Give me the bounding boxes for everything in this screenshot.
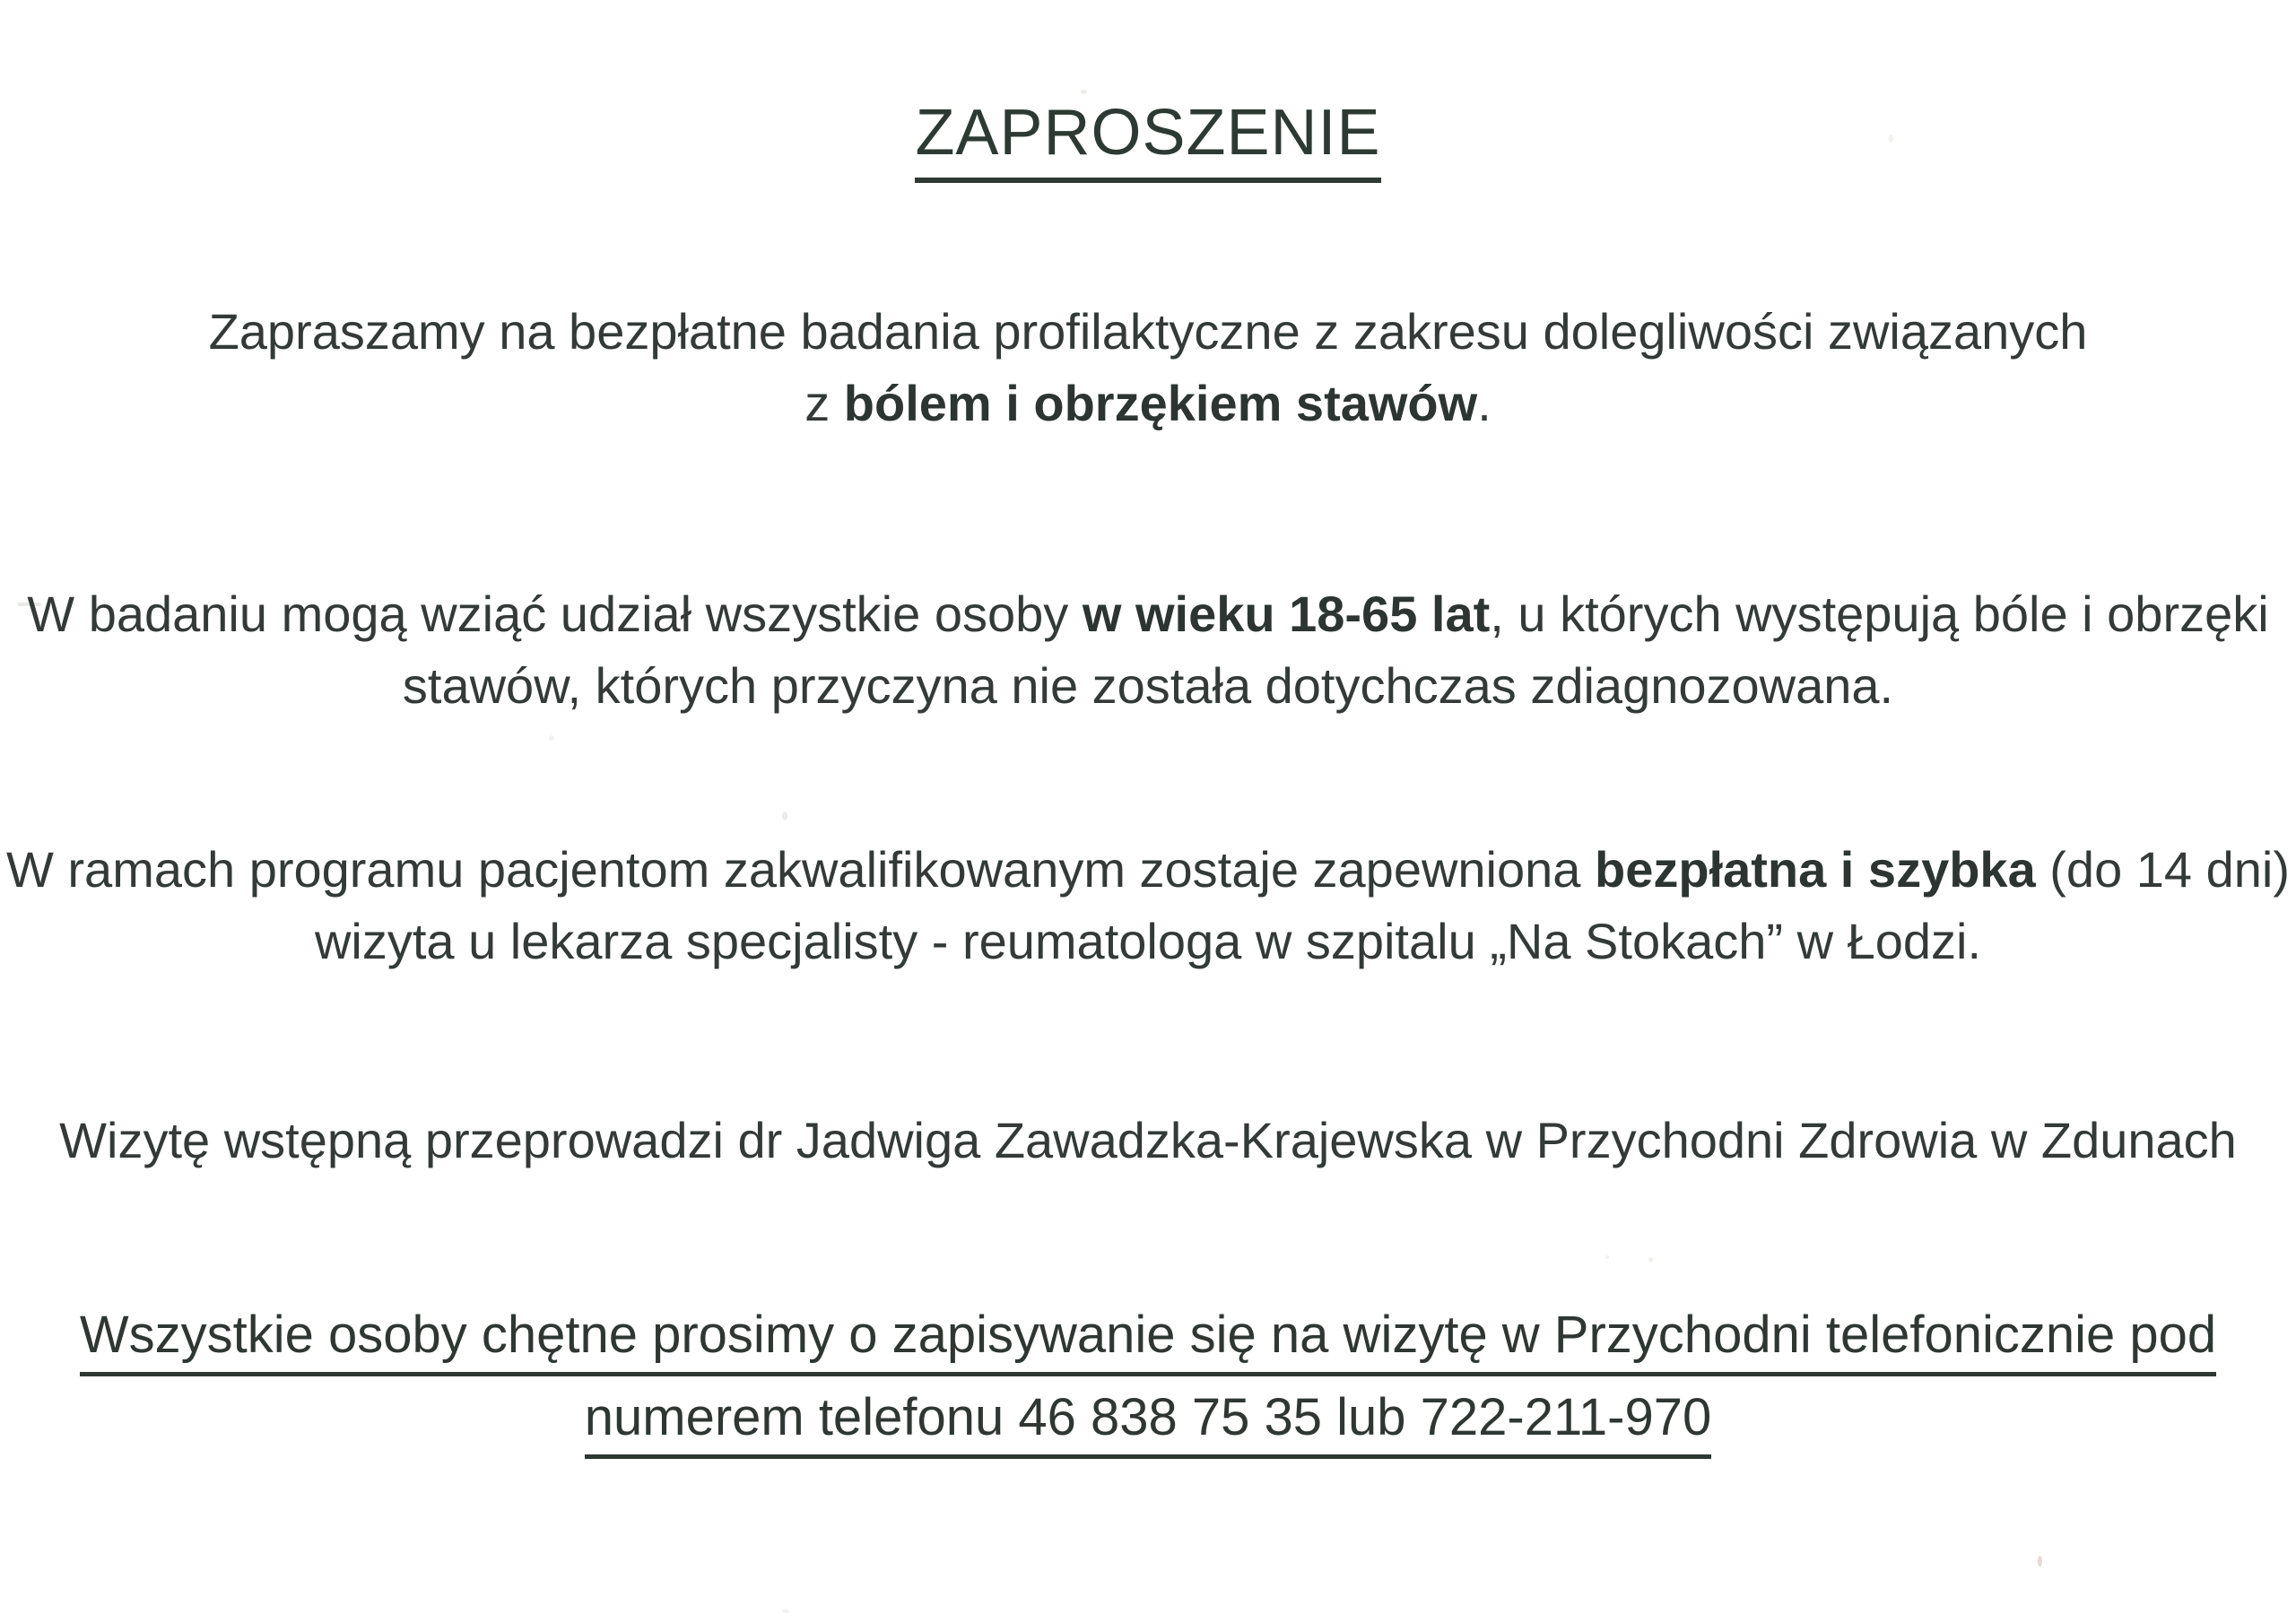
p1-line2-post: . xyxy=(1477,375,1492,431)
p5-line1: Wszystkie osoby chętne prosimy o zapisywanie się na wizytę w Przychodni telefonicznie pod xyxy=(80,1306,2216,1376)
paragraph-line xyxy=(0,906,2296,977)
p3-line1-pre: W ramach programu pacjentom zakwalifikowanym zostaje zapewniona xyxy=(5,841,1595,898)
page-title-text: ZAPROSZENIE xyxy=(915,97,1380,183)
p5-line2-phone-numbers: numerem telefonu 46 838 75 35 lub 722-211-970 xyxy=(585,1388,1712,1459)
p2-line1-pre: W badaniu mogą wziąć udział wszystkie osoby xyxy=(27,586,1083,642)
paragraph-line xyxy=(0,1376,2296,1459)
paragraph-line xyxy=(0,368,2296,439)
paragraph-line xyxy=(0,578,2296,650)
paragraph-invitation xyxy=(0,296,2296,439)
scan-speck xyxy=(1081,90,1087,94)
page-title xyxy=(0,97,2296,169)
p2-line1-post: , u których występują bóle i obrzęki xyxy=(1490,586,2269,642)
p4-line1: Wizytę wstępną przeprowadzi dr Jadwiga Zawadzka-Krajewska w Przychodni Zdrowia w Zdunach xyxy=(59,1112,2237,1168)
p2-line2: stawów, których przyczyna nie została dotychczas zdiagnozowana. xyxy=(402,657,1894,714)
paragraph-line xyxy=(0,650,2296,722)
paragraph-line xyxy=(0,1294,2296,1376)
scan-speck xyxy=(549,735,554,741)
scan-speck xyxy=(782,812,787,820)
p2-line1-emphasis: w wieku 18-65 lat xyxy=(1082,586,1491,642)
paragraph-line xyxy=(0,834,2296,906)
paragraph-line xyxy=(0,1105,2296,1176)
p3-line1-post: (do 14 dni) xyxy=(2035,841,2290,898)
scan-speck xyxy=(782,1610,789,1613)
scan-speck xyxy=(1605,1255,1609,1259)
p1-line2-emphasis: bólem i obrzękiem stawów xyxy=(843,375,1478,431)
p3-line2: wizyta u lekarza specjalisty - reumatologa w szpitalu „Na Stokach” w Łodzi. xyxy=(314,913,1982,969)
paragraph-line xyxy=(0,296,2296,368)
paragraph-program-benefits xyxy=(0,834,2296,977)
p3-line1-emphasis: bezpłatna i szybka xyxy=(1594,841,2036,898)
paragraph-doctor-info xyxy=(0,1105,2296,1176)
scan-speck xyxy=(1648,1257,1653,1263)
paragraph-eligibility xyxy=(0,578,2296,722)
paragraph-registration-call-to-action xyxy=(0,1294,2296,1459)
scan-speck xyxy=(2038,1556,2042,1567)
p1-line2-pre: z xyxy=(804,375,844,431)
p1-line1: Zapraszamy na bezpłatne badania profilaktyczne z zakresu dolegliwości związanych xyxy=(208,303,2088,360)
